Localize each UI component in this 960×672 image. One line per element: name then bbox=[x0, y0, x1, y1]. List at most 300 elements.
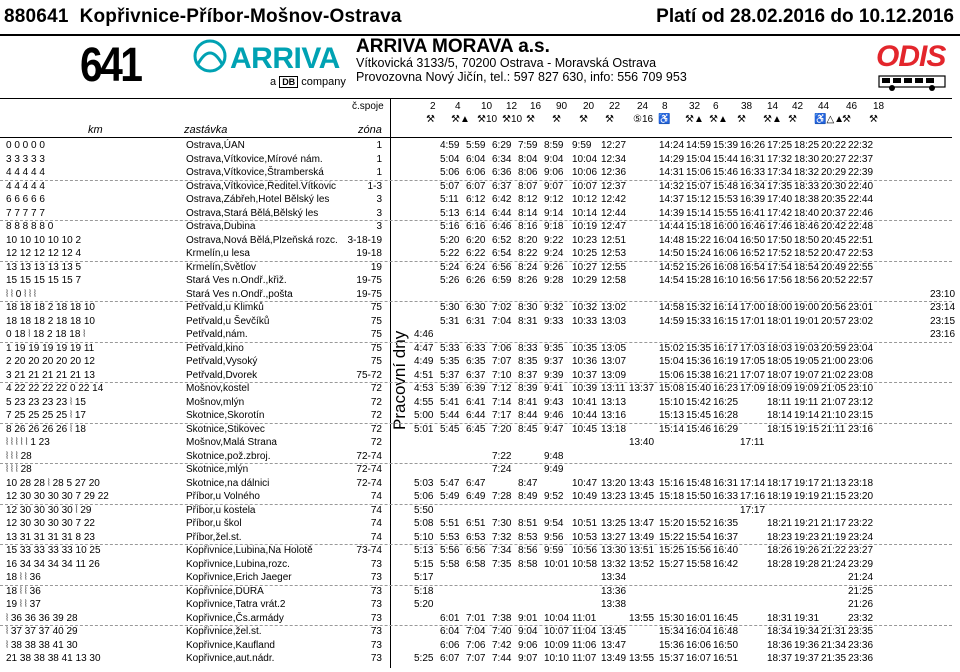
trip-note: ⚒ bbox=[788, 114, 797, 125]
row-zone: 75 bbox=[370, 329, 382, 340]
row-time: 7:14 bbox=[492, 396, 512, 408]
row-first-time: 5:03 bbox=[414, 477, 434, 489]
row-time: 14:54 bbox=[659, 275, 685, 286]
row-time: 15:22 bbox=[686, 234, 712, 246]
row-time: 21:05 bbox=[821, 383, 847, 394]
row-time: 19:14 bbox=[794, 410, 820, 421]
row-stop-name: Skotnice,Skorotín bbox=[186, 410, 265, 421]
row-time: 13:02 bbox=[601, 302, 627, 313]
row-time: 20:37 bbox=[821, 207, 847, 219]
row-time: 16:17 bbox=[713, 342, 739, 354]
row-time: 18:11 bbox=[767, 396, 792, 408]
row-time: 16:31 bbox=[740, 153, 766, 165]
row-stop-name: Příbor,u škol bbox=[186, 518, 242, 529]
row-time: 15:28 bbox=[686, 275, 712, 286]
row-time: 6:14 bbox=[466, 207, 486, 219]
row-time: 6:06 bbox=[440, 639, 460, 651]
row-time: 15:24 bbox=[686, 248, 712, 259]
row-km: 5 23 23 23 23 ⦚ 15 bbox=[6, 396, 86, 408]
row-time: 23:27 bbox=[848, 545, 874, 556]
row-separator bbox=[0, 423, 952, 424]
row-zone: 74 bbox=[370, 504, 382, 516]
row-km: 21 38 38 38 41 13 30 bbox=[6, 653, 101, 664]
row-time: 18:19 bbox=[767, 491, 793, 502]
row-zone: 75-72 bbox=[356, 369, 382, 381]
row-separator bbox=[0, 180, 952, 181]
row-time: 10:49 bbox=[572, 491, 598, 502]
row-time: 15:58 bbox=[686, 558, 712, 570]
table-row bbox=[0, 166, 952, 180]
row-time: 9:49 bbox=[544, 464, 564, 475]
trip-note: ⚒ bbox=[552, 114, 561, 125]
row-stop-name: Skotnice,na dálnici bbox=[186, 477, 270, 489]
row-stop-name: Kopřivnice,DURA bbox=[186, 585, 264, 597]
row-km: ⦚ ⦚ 0 ⦚ ⦚ ⦚ bbox=[6, 288, 36, 300]
row-time: 16:25 bbox=[713, 396, 739, 408]
row-time: 12:27 bbox=[601, 140, 627, 151]
row-time: 16:07 bbox=[686, 653, 712, 664]
trip-note: ⚒ bbox=[426, 114, 435, 125]
row-time: 15:16 bbox=[659, 477, 685, 489]
row-time: 15:27 bbox=[659, 558, 685, 570]
row-stop-name: Stará Ves n.Ondř.,pošta bbox=[186, 288, 293, 300]
row-time: 9:24 bbox=[544, 248, 564, 259]
row-time: 16:35 bbox=[713, 518, 739, 529]
row-time: 5:07 bbox=[440, 180, 460, 192]
table-row bbox=[0, 639, 952, 653]
table-row bbox=[0, 423, 952, 437]
table-row bbox=[0, 490, 952, 504]
row-time: 11:01 bbox=[572, 612, 597, 624]
table-row bbox=[0, 598, 952, 612]
row-zone: 72 bbox=[370, 437, 382, 448]
row-time: 21:10 bbox=[821, 410, 847, 421]
row-time: 15:02 bbox=[659, 342, 685, 354]
row-time: 6:07 bbox=[466, 180, 486, 192]
row-time: 16:34 bbox=[740, 180, 766, 192]
row-time: 10:04 bbox=[544, 612, 570, 624]
row-first-time: 5:08 bbox=[414, 518, 434, 529]
row-time: 23:04 bbox=[848, 342, 874, 354]
trip-number: 18 bbox=[873, 101, 885, 112]
row-time: 15:38 bbox=[686, 369, 712, 381]
row-time: 15:34 bbox=[659, 626, 685, 637]
row-time: 23:02 bbox=[848, 315, 874, 327]
row-time: 10:56 bbox=[572, 545, 598, 556]
row-time: 13:23 bbox=[601, 491, 627, 502]
row-time: 4:59 bbox=[440, 140, 460, 151]
arriva-logo bbox=[190, 38, 350, 94]
row-km: 3 3 3 3 3 bbox=[6, 153, 45, 165]
row-time: 6:29 bbox=[492, 140, 512, 151]
row-time: 5:11 bbox=[440, 194, 459, 205]
table-row bbox=[0, 234, 952, 248]
row-zone: 19-18 bbox=[356, 248, 382, 259]
row-time: 10:39 bbox=[572, 383, 598, 394]
row-stop-name: Skotnice,mlýn bbox=[186, 464, 249, 475]
row-time: 6:22 bbox=[466, 248, 486, 259]
row-time: 9:46 bbox=[544, 410, 564, 421]
row-km: 12 30 30 30 30 ⦚ 29 bbox=[6, 504, 92, 516]
row-time: 17:56 bbox=[767, 275, 793, 286]
row-time: 22:48 bbox=[848, 221, 874, 232]
row-time: 20:56 bbox=[821, 302, 847, 313]
row-time: 16:21 bbox=[713, 369, 739, 381]
row-time: 16:14 bbox=[713, 302, 739, 313]
row-time: 13:43 bbox=[629, 477, 655, 489]
row-km: ⦚ ⦚ ⦚ 28 bbox=[6, 450, 32, 462]
row-time: 15:40 bbox=[686, 383, 712, 394]
table-row bbox=[0, 193, 952, 207]
row-time: 13:40 bbox=[629, 437, 655, 448]
table-row bbox=[0, 504, 952, 518]
row-time: 5:22 bbox=[440, 248, 460, 259]
row-time: 19:26 bbox=[794, 545, 820, 556]
row-time: 13:47 bbox=[629, 518, 655, 529]
trip-number: 2 bbox=[430, 101, 436, 112]
row-time: 10:07 bbox=[544, 626, 570, 637]
trip-note: ⚒ bbox=[605, 114, 614, 125]
table-row bbox=[0, 207, 952, 221]
row-time: 6:51 bbox=[466, 518, 486, 529]
row-time: 21:02 bbox=[821, 369, 847, 381]
row-time: 21:00 bbox=[821, 356, 847, 367]
row-first-time: 4:47 bbox=[414, 342, 434, 354]
row-time: 9:35 bbox=[544, 342, 564, 354]
row-time: 20:57 bbox=[821, 315, 847, 327]
row-time: 10:37 bbox=[572, 369, 598, 381]
validity-text: Platí od 28.02.2016 do 10.12.2016 bbox=[656, 6, 954, 27]
bus-icon bbox=[878, 74, 948, 92]
row-time: 10:41 bbox=[572, 396, 598, 408]
trip-note: ⚒▲ bbox=[763, 114, 782, 125]
row-time: 15:08 bbox=[659, 383, 685, 394]
table-row bbox=[0, 301, 956, 315]
row-time: 8:45 bbox=[518, 423, 538, 435]
row-time: 13:03 bbox=[601, 315, 627, 327]
row-time: 7:20 bbox=[492, 423, 512, 435]
row-time: 16:50 bbox=[713, 639, 739, 651]
row-time: 20:52 bbox=[821, 275, 847, 286]
row-time: 6:54 bbox=[492, 248, 512, 259]
row-km: 10 10 10 10 10 2 bbox=[6, 234, 82, 246]
row-time: 10:47 bbox=[572, 477, 598, 489]
table-row bbox=[0, 463, 952, 477]
table-row bbox=[0, 396, 952, 410]
row-time: 16:41 bbox=[740, 207, 766, 219]
route-code-title: 880641 Kopřivnice-Příbor-Mošnov-Ostrava bbox=[4, 6, 402, 27]
trip-note: ♿△▲ bbox=[814, 114, 845, 125]
row-time: 9:32 bbox=[544, 302, 564, 313]
table-row bbox=[0, 369, 952, 383]
row-stop-name: Krmelín,Světlov bbox=[186, 261, 257, 273]
row-time: 6:24 bbox=[466, 261, 486, 273]
row-stop-name: Příbor,u Volného bbox=[186, 491, 260, 502]
row-separator bbox=[0, 301, 952, 302]
row-time: 19:28 bbox=[794, 558, 820, 570]
trip-note: ⚒ bbox=[737, 114, 746, 125]
row-stop-name: Ostrava,Stará Bělá,Bělský les bbox=[186, 207, 319, 219]
row-time: 16:31 bbox=[713, 477, 739, 489]
row-time: 15:50 bbox=[686, 491, 712, 502]
row-time: 17:42 bbox=[767, 207, 793, 219]
row-time: 17:50 bbox=[767, 234, 793, 246]
table-row bbox=[0, 409, 952, 423]
row-time: 9:37 bbox=[544, 356, 564, 367]
row-km: 18 18 18 2 18 18 10 bbox=[6, 315, 95, 327]
row-time: 5:06 bbox=[440, 167, 460, 178]
row-time: 8:47 bbox=[518, 477, 538, 489]
row-time: 22:55 bbox=[848, 261, 874, 273]
row-time: 20:49 bbox=[821, 261, 847, 273]
row-time: 9:04 bbox=[518, 626, 538, 637]
row-time: 6:35 bbox=[466, 356, 486, 367]
row-time: 7:22 bbox=[492, 450, 512, 462]
row-time: 20:42 bbox=[821, 221, 847, 232]
row-time: 16:54 bbox=[740, 261, 766, 273]
row-time: 11:04 bbox=[572, 626, 597, 637]
row-time: 9:59 bbox=[572, 140, 592, 151]
row-time: 16:52 bbox=[740, 248, 766, 259]
row-time: 10:07 bbox=[572, 180, 598, 192]
row-km: 15 33 33 33 33 10 25 bbox=[6, 545, 101, 556]
row-stop-name: Kopřivnice,Lubina,rozc. bbox=[186, 558, 290, 570]
trip-number: 20 bbox=[583, 101, 595, 112]
row-zone: 1-3 bbox=[367, 180, 382, 192]
table-row bbox=[0, 342, 952, 356]
row-time: 6:47 bbox=[466, 477, 486, 489]
row-time: 5:58 bbox=[440, 558, 460, 570]
row-time: 15:46 bbox=[713, 167, 739, 178]
row-time: 15:25 bbox=[659, 545, 685, 556]
trip-note: ⑤16 bbox=[633, 114, 654, 125]
row-time: 17:40 bbox=[767, 194, 793, 205]
row-time: 16:23 bbox=[713, 383, 739, 394]
row-time: 12:37 bbox=[601, 180, 627, 192]
row-zone: 19-75 bbox=[356, 288, 382, 300]
row-km: 4 22 22 22 22 0 22 14 bbox=[6, 383, 104, 394]
row-time: 23:16 bbox=[848, 423, 874, 435]
row-time: 23:18 bbox=[848, 477, 874, 489]
row-time: 13:13 bbox=[601, 396, 627, 408]
row-time: 18:05 bbox=[767, 356, 793, 367]
row-km: 7 7 7 7 7 bbox=[6, 207, 45, 219]
row-stop-name: Kopřivnice,Kaufland bbox=[186, 639, 275, 651]
row-first-time: 5:00 bbox=[414, 410, 434, 421]
row-time: 9:18 bbox=[544, 221, 564, 232]
row-zone: 19 bbox=[370, 261, 382, 273]
row-time: 9:28 bbox=[544, 275, 564, 286]
row-time: 15:37 bbox=[659, 653, 685, 664]
row-time: 17:01 bbox=[740, 315, 766, 327]
row-time: 22:57 bbox=[848, 275, 874, 286]
row-time: 12:47 bbox=[601, 221, 627, 232]
row-time: 7:32 bbox=[492, 531, 512, 543]
trip-note: ⚒10 bbox=[502, 114, 523, 125]
row-time: 9:59 bbox=[544, 545, 564, 556]
days-label: Pracovní dny bbox=[390, 330, 409, 430]
row-time: 20:30 bbox=[821, 180, 847, 192]
row-time: 23:10 bbox=[848, 383, 874, 394]
row-km: ⦚ 37 37 37 40 29 bbox=[6, 626, 78, 637]
row-stop-name: Kopřivnice,žel.st. bbox=[186, 626, 262, 637]
zona-label: zóna bbox=[358, 124, 382, 136]
row-time: 23:10 bbox=[930, 288, 956, 300]
table-row bbox=[0, 315, 956, 329]
row-time: 14:44 bbox=[659, 221, 685, 232]
row-stop-name: Kopřivnice,Čs.armády bbox=[186, 612, 284, 624]
row-stop-name: Petřvald,nám. bbox=[186, 329, 248, 340]
row-km: 2 20 20 20 20 20 12 bbox=[6, 356, 95, 367]
row-time: 8:58 bbox=[518, 558, 538, 570]
row-time: 13:36 bbox=[601, 585, 627, 597]
row-time: 8:24 bbox=[518, 261, 538, 273]
row-time: 16:28 bbox=[713, 410, 739, 421]
row-time: 16:10 bbox=[713, 275, 739, 286]
row-time: 5:47 bbox=[440, 477, 460, 489]
row-time: 9:48 bbox=[544, 450, 564, 462]
row-time: 18:32 bbox=[794, 167, 820, 178]
row-time: 5:13 bbox=[440, 207, 460, 219]
row-zone: 73 bbox=[370, 612, 382, 624]
odis-logo bbox=[870, 40, 952, 96]
row-stop-name: Kopřivnice,Tatra vrát.2 bbox=[186, 599, 286, 610]
row-time: 13:16 bbox=[601, 410, 627, 421]
row-time: 6:52 bbox=[492, 234, 512, 246]
row-time: 6:12 bbox=[466, 194, 486, 205]
row-time: 7:17 bbox=[492, 410, 512, 421]
row-zone: 3 bbox=[376, 207, 382, 219]
row-zone: 73 bbox=[370, 599, 382, 610]
table-row bbox=[0, 652, 952, 666]
row-time: 10:33 bbox=[572, 315, 598, 327]
line-number: 641 bbox=[80, 39, 141, 92]
row-time: 20:47 bbox=[821, 248, 847, 259]
row-time: 13:45 bbox=[629, 491, 655, 502]
row-time: 14:48 bbox=[659, 234, 685, 246]
row-first-time: 5:01 bbox=[414, 423, 434, 435]
row-km: 16 34 34 34 34 11 26 bbox=[6, 558, 100, 570]
row-time: 22:51 bbox=[848, 234, 874, 246]
row-time: 16:08 bbox=[713, 261, 739, 273]
row-time: 18:00 bbox=[767, 302, 793, 313]
row-time: 6:06 bbox=[466, 167, 486, 178]
row-km: 7 25 25 25 25 ⦚ 17 bbox=[6, 410, 86, 421]
row-time: 13:51 bbox=[629, 545, 655, 556]
row-stop-name: Ostrava,Vítkovice,Mírové nám. bbox=[186, 153, 323, 165]
row-time: 18:03 bbox=[767, 342, 793, 354]
row-time: 18:56 bbox=[794, 275, 820, 286]
row-time: 15:20 bbox=[659, 518, 685, 529]
header-rule bbox=[0, 98, 952, 99]
row-time: 9:06 bbox=[518, 639, 538, 651]
trip-note: ⚒▲ bbox=[451, 114, 470, 125]
row-time: 19:37 bbox=[794, 653, 820, 664]
row-time: 6:39 bbox=[466, 383, 486, 394]
row-time: 21:19 bbox=[821, 531, 847, 543]
row-stop-name: Ostrava,Vítkovice,Štramberská bbox=[186, 167, 324, 178]
row-km: 18 ⦚ ⦚ 36 bbox=[6, 585, 41, 597]
title-bar bbox=[0, 0, 960, 36]
row-time: 15:46 bbox=[686, 423, 712, 435]
row-km: 6 6 6 6 6 bbox=[6, 194, 45, 205]
row-time: 6:07 bbox=[440, 653, 460, 664]
row-time: 19:00 bbox=[794, 302, 820, 313]
row-time: 18:21 bbox=[767, 518, 793, 529]
arriva-mark-icon bbox=[190, 38, 230, 78]
zastavka-label: zastávka bbox=[184, 124, 228, 136]
row-stop-name: Kopřivnice,aut.nádr. bbox=[186, 653, 275, 664]
table-row bbox=[0, 450, 952, 464]
trip-number: 10 bbox=[481, 101, 493, 112]
row-time: 6:59 bbox=[492, 275, 512, 286]
row-time: 18:17 bbox=[767, 477, 793, 489]
row-time: 9:52 bbox=[544, 491, 564, 502]
row-stop-name: Stará Ves n.Ondř.,křiž. bbox=[186, 275, 287, 286]
row-time: 13:05 bbox=[601, 342, 627, 354]
row-time: 6:53 bbox=[466, 531, 486, 543]
row-time: 6:16 bbox=[466, 221, 486, 232]
row-time: 7:30 bbox=[492, 518, 512, 529]
row-time: 10:01 bbox=[544, 558, 570, 570]
row-time: 17:25 bbox=[767, 140, 793, 151]
row-time: 5:16 bbox=[440, 221, 460, 232]
row-time: 16:39 bbox=[740, 194, 766, 205]
trip-number: 4 bbox=[455, 101, 461, 112]
row-time: 7:42 bbox=[492, 639, 512, 651]
row-time: 13:20 bbox=[601, 477, 627, 489]
row-zone: 74 bbox=[370, 518, 382, 529]
row-time: 5:45 bbox=[440, 423, 460, 435]
row-time: 8:56 bbox=[518, 545, 538, 556]
row-time: 5:39 bbox=[440, 383, 460, 394]
row-time: 15:39 bbox=[713, 140, 739, 151]
row-time: 17:11 bbox=[740, 437, 765, 448]
row-time: 9:06 bbox=[544, 167, 564, 178]
row-time: 6:45 bbox=[466, 423, 486, 435]
row-time: 15:30 bbox=[659, 612, 685, 624]
trip-note: ⚒10 bbox=[477, 114, 498, 125]
trip-number: 32 bbox=[689, 101, 701, 112]
row-time: 15:18 bbox=[686, 221, 712, 232]
row-time: 8:30 bbox=[518, 302, 538, 313]
row-zone: 75 bbox=[370, 356, 382, 367]
row-time: 6:36 bbox=[492, 167, 512, 178]
trip-number: 16 bbox=[530, 101, 542, 112]
row-time: 7:24 bbox=[492, 464, 512, 475]
row-time: 6:37 bbox=[466, 369, 486, 381]
row-time: 23:16 bbox=[930, 329, 956, 340]
row-time: 7:07 bbox=[466, 653, 486, 664]
row-stop-name: Kopřivnice,Erich Jaeger bbox=[186, 572, 292, 583]
row-time: 16:42 bbox=[713, 558, 739, 570]
table-row bbox=[0, 382, 952, 396]
row-zone: 72-74 bbox=[356, 450, 382, 462]
trip-number: 6 bbox=[713, 101, 719, 112]
trip-number: 44 bbox=[818, 101, 830, 112]
row-time: 15:52 bbox=[686, 518, 712, 529]
row-time: 8:26 bbox=[518, 275, 538, 286]
row-first-time: 5:50 bbox=[414, 504, 434, 516]
row-km: 0 18 ⦚ 18 2 18 18 ⦚ bbox=[6, 329, 86, 340]
trip-number: 22 bbox=[609, 101, 621, 112]
row-time: 16:45 bbox=[713, 612, 739, 624]
row-time: 16:33 bbox=[740, 167, 766, 178]
row-time: 15:12 bbox=[686, 194, 712, 205]
table-row bbox=[0, 139, 952, 153]
row-km: ⦚ ⦚ ⦚ 28 bbox=[6, 464, 32, 475]
trip-number: 12 bbox=[506, 101, 518, 112]
